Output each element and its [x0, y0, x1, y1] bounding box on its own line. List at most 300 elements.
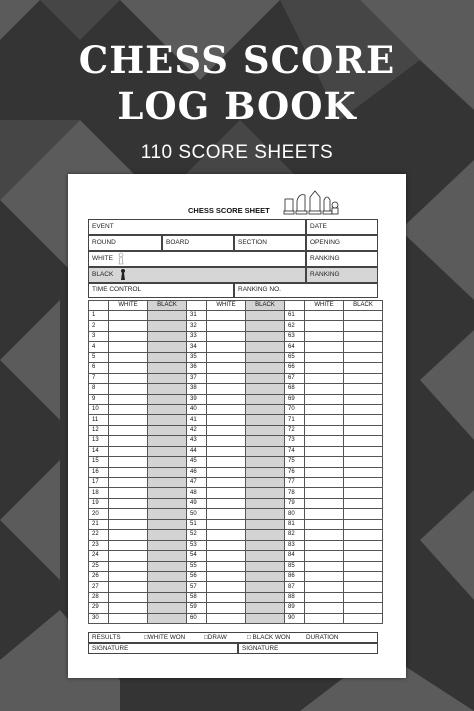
- sheet-title: CHESS SCORE SHEET: [188, 206, 270, 215]
- move-row: [89, 571, 383, 581]
- black-move-cell[interactable]: [148, 436, 187, 446]
- move-number: 61: [285, 311, 305, 321]
- white-move-cell[interactable]: [207, 446, 246, 456]
- white-move-cell[interactable]: [207, 592, 246, 602]
- white-move-cell[interactable]: [207, 498, 246, 508]
- black-move-cell[interactable]: [246, 571, 285, 581]
- move-number: 39: [187, 394, 207, 404]
- white-move-cell[interactable]: [305, 530, 344, 540]
- cover-title-line2: LOG BOOK: [117, 84, 357, 128]
- white-move-cell[interactable]: [207, 311, 246, 321]
- white-move-cell[interactable]: [109, 488, 148, 498]
- black-move-cell[interactable]: [148, 540, 187, 550]
- black-move-cell[interactable]: [148, 561, 187, 571]
- black-move-cell[interactable]: [148, 384, 187, 394]
- event-field: [88, 219, 306, 235]
- move-number: 54: [187, 551, 207, 561]
- black-move-cell[interactable]: [246, 415, 285, 425]
- move-number: 48: [187, 488, 207, 498]
- move-row: [89, 331, 383, 341]
- black-move-cell[interactable]: [344, 603, 383, 613]
- black-move-cell[interactable]: [148, 498, 187, 508]
- black-column-header: BLACK: [246, 301, 285, 311]
- white-move-cell[interactable]: [305, 509, 344, 519]
- move-number: 51: [187, 519, 207, 529]
- white-move-cell[interactable]: [109, 415, 148, 425]
- black-move-cell[interactable]: [148, 603, 187, 613]
- white-move-cell[interactable]: [109, 404, 148, 414]
- black-won-option: □ BLACK WON: [247, 634, 291, 641]
- move-row: [89, 603, 383, 613]
- white-move-cell[interactable]: [305, 519, 344, 529]
- black-move-cell[interactable]: [148, 311, 187, 321]
- move-number: 59: [187, 603, 207, 613]
- white-column-header: WHITE: [207, 301, 246, 311]
- white-move-cell[interactable]: [305, 311, 344, 321]
- white-move-cell[interactable]: [109, 467, 148, 477]
- move-number-header: [187, 301, 207, 311]
- white-move-cell[interactable]: [207, 363, 246, 373]
- black-move-cell[interactable]: [246, 467, 285, 477]
- white-move-cell[interactable]: [109, 540, 148, 550]
- white-won-option: □WHITE WON: [144, 634, 186, 641]
- black-move-cell[interactable]: [344, 342, 383, 352]
- results-label: RESULTS: [92, 634, 121, 641]
- move-row: [89, 488, 383, 498]
- black-move-cell[interactable]: [344, 321, 383, 331]
- move-number: 12: [89, 425, 109, 435]
- move-number: 56: [187, 571, 207, 581]
- move-number: 87: [285, 582, 305, 592]
- white-move-cell[interactable]: [305, 404, 344, 414]
- move-row: [89, 561, 383, 571]
- white-move-cell[interactable]: [207, 425, 246, 435]
- white-move-cell[interactable]: [109, 613, 148, 623]
- move-number: 11: [89, 415, 109, 425]
- move-row: [89, 363, 383, 373]
- white-move-cell[interactable]: [305, 457, 344, 467]
- white-move-cell[interactable]: [305, 425, 344, 435]
- move-number: 79: [285, 498, 305, 508]
- move-row: [89, 342, 383, 352]
- black-move-cell[interactable]: [246, 425, 285, 435]
- black-move-cell[interactable]: [148, 352, 187, 362]
- white-move-cell[interactable]: [305, 331, 344, 341]
- black-move-cell[interactable]: [344, 467, 383, 477]
- black-move-cell[interactable]: [344, 394, 383, 404]
- move-number: 70: [285, 404, 305, 414]
- black-signature-label: SIGNATURE: [242, 645, 279, 652]
- move-number: 36: [187, 363, 207, 373]
- draw-option: □DRAW: [204, 634, 227, 641]
- move-number: 65: [285, 352, 305, 362]
- move-number: 19: [89, 498, 109, 508]
- white-pawn-icon: [117, 252, 125, 265]
- black-move-cell[interactable]: [246, 551, 285, 561]
- black-move-cell[interactable]: [344, 519, 383, 529]
- move-number: 17: [89, 478, 109, 488]
- white-move-cell[interactable]: [109, 519, 148, 529]
- move-number: 32: [187, 321, 207, 331]
- black-move-cell[interactable]: [148, 425, 187, 435]
- move-number: 5: [89, 352, 109, 362]
- white-move-cell[interactable]: [109, 373, 148, 383]
- white-move-cell[interactable]: [207, 613, 246, 623]
- black-move-cell[interactable]: [246, 342, 285, 352]
- white-move-cell[interactable]: [109, 394, 148, 404]
- move-number: 74: [285, 446, 305, 456]
- black-move-cell[interactable]: [344, 530, 383, 540]
- black-move-cell[interactable]: [344, 352, 383, 362]
- white-move-cell[interactable]: [207, 603, 246, 613]
- move-number: 13: [89, 436, 109, 446]
- black-move-cell[interactable]: [148, 582, 187, 592]
- black-move-cell[interactable]: [344, 373, 383, 383]
- black-move-cell[interactable]: [148, 394, 187, 404]
- white-move-cell[interactable]: [305, 446, 344, 456]
- black-move-cell[interactable]: [246, 352, 285, 362]
- move-row: [89, 613, 383, 623]
- black-move-cell[interactable]: [344, 384, 383, 394]
- black-move-cell[interactable]: [246, 603, 285, 613]
- black-move-cell[interactable]: [344, 331, 383, 341]
- white-move-cell[interactable]: [207, 342, 246, 352]
- black-move-cell[interactable]: [344, 561, 383, 571]
- black-label: BLACK: [92, 271, 114, 278]
- move-row: [89, 321, 383, 331]
- black-move-cell[interactable]: [148, 551, 187, 561]
- move-row: [89, 592, 383, 602]
- black-move-cell[interactable]: [148, 478, 187, 488]
- move-number: 82: [285, 530, 305, 540]
- move-number: 29: [89, 603, 109, 613]
- move-number: 20: [89, 509, 109, 519]
- black-move-cell[interactable]: [246, 613, 285, 623]
- black-move-cell[interactable]: [344, 415, 383, 425]
- duration-label: DURATION: [306, 634, 339, 641]
- white-move-cell[interactable]: [207, 540, 246, 550]
- opening-label: OPENING: [310, 239, 340, 246]
- move-number: 67: [285, 373, 305, 383]
- move-number: 88: [285, 592, 305, 602]
- black-move-cell[interactable]: [148, 530, 187, 540]
- white-move-cell[interactable]: [109, 352, 148, 362]
- white-move-cell[interactable]: [207, 551, 246, 561]
- time-control-label: TIME CONTROL: [92, 286, 142, 293]
- black-move-cell[interactable]: [246, 540, 285, 550]
- move-row: [89, 394, 383, 404]
- black-move-cell[interactable]: [344, 592, 383, 602]
- black-move-cell[interactable]: [246, 561, 285, 571]
- move-number: 66: [285, 363, 305, 373]
- move-number: 58: [187, 592, 207, 602]
- move-number: 81: [285, 519, 305, 529]
- white-move-cell[interactable]: [207, 384, 246, 394]
- white-move-cell[interactable]: [109, 342, 148, 352]
- white-move-cell[interactable]: [109, 321, 148, 331]
- black-move-cell[interactable]: [344, 363, 383, 373]
- black-move-cell[interactable]: [246, 404, 285, 414]
- black-move-cell[interactable]: [148, 446, 187, 456]
- black-move-cell[interactable]: [246, 488, 285, 498]
- move-number: 9: [89, 394, 109, 404]
- move-number: 68: [285, 384, 305, 394]
- move-number: 86: [285, 571, 305, 581]
- round-label: ROUND: [92, 239, 116, 246]
- white-move-cell[interactable]: [207, 488, 246, 498]
- black-move-cell[interactable]: [246, 478, 285, 488]
- black-move-cell[interactable]: [246, 363, 285, 373]
- white-move-cell[interactable]: [207, 373, 246, 383]
- white-move-cell[interactable]: [305, 613, 344, 623]
- black-move-cell[interactable]: [344, 498, 383, 508]
- move-number: 41: [187, 415, 207, 425]
- white-move-cell[interactable]: [109, 446, 148, 456]
- white-move-cell[interactable]: [109, 457, 148, 467]
- move-number: 33: [187, 331, 207, 341]
- move-number: 8: [89, 384, 109, 394]
- move-row: [89, 540, 383, 550]
- white-move-cell[interactable]: [109, 603, 148, 613]
- black-move-cell[interactable]: [246, 394, 285, 404]
- white-move-cell[interactable]: [207, 561, 246, 571]
- white-move-cell[interactable]: [305, 592, 344, 602]
- black-move-cell[interactable]: [344, 551, 383, 561]
- white-move-cell[interactable]: [109, 498, 148, 508]
- move-row: [89, 404, 383, 414]
- white-move-cell[interactable]: [109, 478, 148, 488]
- move-number: 52: [187, 530, 207, 540]
- move-number: 23: [89, 540, 109, 550]
- white-move-cell[interactable]: [109, 530, 148, 540]
- white-move-cell[interactable]: [109, 384, 148, 394]
- white-move-cell[interactable]: [305, 342, 344, 352]
- black-move-cell[interactable]: [148, 342, 187, 352]
- white-move-cell[interactable]: [305, 540, 344, 550]
- black-move-cell[interactable]: [246, 311, 285, 321]
- white-move-cell[interactable]: [305, 571, 344, 581]
- white-move-cell[interactable]: [207, 478, 246, 488]
- black-move-cell[interactable]: [246, 592, 285, 602]
- black-move-cell[interactable]: [344, 582, 383, 592]
- white-move-cell[interactable]: [207, 436, 246, 446]
- white-move-cell[interactable]: [207, 404, 246, 414]
- black-move-cell[interactable]: [148, 457, 187, 467]
- move-number: 28: [89, 592, 109, 602]
- board-label: BOARD: [166, 239, 190, 246]
- white-move-cell[interactable]: [207, 457, 246, 467]
- black-move-cell[interactable]: [148, 373, 187, 383]
- white-ranking-label: RANKING: [310, 255, 340, 262]
- move-number: 1: [89, 311, 109, 321]
- white-move-cell[interactable]: [109, 571, 148, 581]
- black-move-cell[interactable]: [344, 436, 383, 446]
- white-move-cell[interactable]: [207, 571, 246, 581]
- black-move-cell[interactable]: [246, 509, 285, 519]
- white-move-cell[interactable]: [305, 561, 344, 571]
- white-move-cell[interactable]: [305, 603, 344, 613]
- move-number: 22: [89, 530, 109, 540]
- black-move-cell[interactable]: [246, 582, 285, 592]
- white-move-cell[interactable]: [207, 394, 246, 404]
- black-move-cell[interactable]: [246, 457, 285, 467]
- move-number: 44: [187, 446, 207, 456]
- black-move-cell[interactable]: [246, 331, 285, 341]
- white-move-cell[interactable]: [305, 384, 344, 394]
- move-row: [89, 415, 383, 425]
- white-move-cell[interactable]: [109, 509, 148, 519]
- move-number: 26: [89, 571, 109, 581]
- white-move-cell[interactable]: [109, 582, 148, 592]
- move-number: 30: [89, 613, 109, 623]
- white-move-cell[interactable]: [305, 436, 344, 446]
- white-move-cell[interactable]: [305, 321, 344, 331]
- black-move-cell[interactable]: [344, 311, 383, 321]
- white-move-cell[interactable]: [207, 530, 246, 540]
- white-move-cell[interactable]: [305, 373, 344, 383]
- black-move-cell[interactable]: [246, 436, 285, 446]
- white-move-cell[interactable]: [207, 415, 246, 425]
- black-move-cell[interactable]: [246, 519, 285, 529]
- black-move-cell[interactable]: [344, 509, 383, 519]
- white-move-cell[interactable]: [109, 436, 148, 446]
- move-row: [89, 352, 383, 362]
- move-row: [89, 425, 383, 435]
- move-number: 57: [187, 582, 207, 592]
- white-move-cell[interactable]: [109, 592, 148, 602]
- white-move-cell[interactable]: [305, 498, 344, 508]
- white-column-header: WHITE: [109, 301, 148, 311]
- move-number-header: [89, 301, 109, 311]
- white-move-cell[interactable]: [305, 478, 344, 488]
- move-row: [89, 457, 383, 467]
- black-move-cell[interactable]: [344, 478, 383, 488]
- white-move-cell[interactable]: [109, 425, 148, 435]
- black-move-cell[interactable]: [148, 467, 187, 477]
- white-move-cell[interactable]: [305, 582, 344, 592]
- move-number: 34: [187, 342, 207, 352]
- move-number: 76: [285, 467, 305, 477]
- white-move-cell[interactable]: [305, 415, 344, 425]
- black-move-cell[interactable]: [148, 363, 187, 373]
- white-move-cell[interactable]: [305, 551, 344, 561]
- black-move-cell[interactable]: [344, 540, 383, 550]
- black-move-cell[interactable]: [148, 613, 187, 623]
- move-number: 4: [89, 342, 109, 352]
- white-move-cell[interactable]: [305, 352, 344, 362]
- white-move-cell[interactable]: [207, 509, 246, 519]
- move-number: 80: [285, 509, 305, 519]
- white-move-cell[interactable]: [305, 394, 344, 404]
- white-move-cell[interactable]: [109, 363, 148, 373]
- black-move-cell[interactable]: [148, 331, 187, 341]
- black-move-cell[interactable]: [246, 373, 285, 383]
- move-number: 62: [285, 321, 305, 331]
- move-number: 15: [89, 457, 109, 467]
- move-number: 2: [89, 321, 109, 331]
- move-number: 14: [89, 446, 109, 456]
- white-move-cell[interactable]: [207, 582, 246, 592]
- black-move-cell[interactable]: [344, 446, 383, 456]
- black-move-cell[interactable]: [246, 321, 285, 331]
- black-column-header: BLACK: [344, 301, 383, 311]
- move-number: 37: [187, 373, 207, 383]
- white-column-header: WHITE: [305, 301, 344, 311]
- black-move-cell[interactable]: [344, 488, 383, 498]
- white-move-cell[interactable]: [207, 352, 246, 362]
- move-number: 90: [285, 613, 305, 623]
- black-move-cell[interactable]: [148, 509, 187, 519]
- move-row: [89, 478, 383, 488]
- move-number: 31: [187, 311, 207, 321]
- black-column-header: BLACK: [148, 301, 187, 311]
- move-number: 18: [89, 488, 109, 498]
- white-move-cell[interactable]: [109, 311, 148, 321]
- black-move-cell[interactable]: [246, 384, 285, 394]
- move-number: 45: [187, 457, 207, 467]
- black-move-cell[interactable]: [148, 592, 187, 602]
- black-move-cell[interactable]: [148, 415, 187, 425]
- move-number: 25: [89, 561, 109, 571]
- white-move-cell[interactable]: [109, 561, 148, 571]
- move-row: [89, 509, 383, 519]
- white-move-cell[interactable]: [207, 519, 246, 529]
- cover-subtitle: 110 SCORE SHEETS: [140, 142, 334, 163]
- moves-header-row: [89, 301, 383, 311]
- white-signature-label: SIGNATURE: [92, 645, 129, 652]
- black-move-cell[interactable]: [344, 425, 383, 435]
- black-move-cell[interactable]: [344, 457, 383, 467]
- move-row: [89, 582, 383, 592]
- black-move-cell[interactable]: [246, 530, 285, 540]
- black-move-cell[interactable]: [148, 321, 187, 331]
- white-move-cell[interactable]: [207, 331, 246, 341]
- white-move-cell[interactable]: [305, 488, 344, 498]
- black-move-cell[interactable]: [344, 571, 383, 581]
- move-row: [89, 467, 383, 477]
- black-move-cell[interactable]: [148, 404, 187, 414]
- move-number: 84: [285, 551, 305, 561]
- move-number: 85: [285, 561, 305, 571]
- move-number: 71: [285, 415, 305, 425]
- move-row: [89, 519, 383, 529]
- black-move-cell[interactable]: [148, 488, 187, 498]
- black-move-cell[interactable]: [148, 519, 187, 529]
- black-move-cell[interactable]: [148, 571, 187, 581]
- white-move-cell[interactable]: [207, 321, 246, 331]
- black-move-cell[interactable]: [246, 446, 285, 456]
- move-number: 83: [285, 540, 305, 550]
- black-move-cell[interactable]: [344, 613, 383, 623]
- move-number: 63: [285, 331, 305, 341]
- black-move-cell[interactable]: [246, 498, 285, 508]
- move-number: 55: [187, 561, 207, 571]
- move-number: 43: [187, 436, 207, 446]
- white-move-cell[interactable]: [305, 363, 344, 373]
- white-move-cell[interactable]: [109, 551, 148, 561]
- move-number: 75: [285, 457, 305, 467]
- move-number: 10: [89, 404, 109, 414]
- white-move-cell[interactable]: [109, 331, 148, 341]
- section-label: SECTION: [238, 239, 267, 246]
- move-number: 38: [187, 384, 207, 394]
- chess-pieces-illustration: [283, 189, 339, 215]
- white-move-cell[interactable]: [207, 467, 246, 477]
- move-row: [89, 551, 383, 561]
- black-pawn-icon: [119, 268, 127, 281]
- black-move-cell[interactable]: [344, 404, 383, 414]
- white-move-cell[interactable]: [305, 467, 344, 477]
